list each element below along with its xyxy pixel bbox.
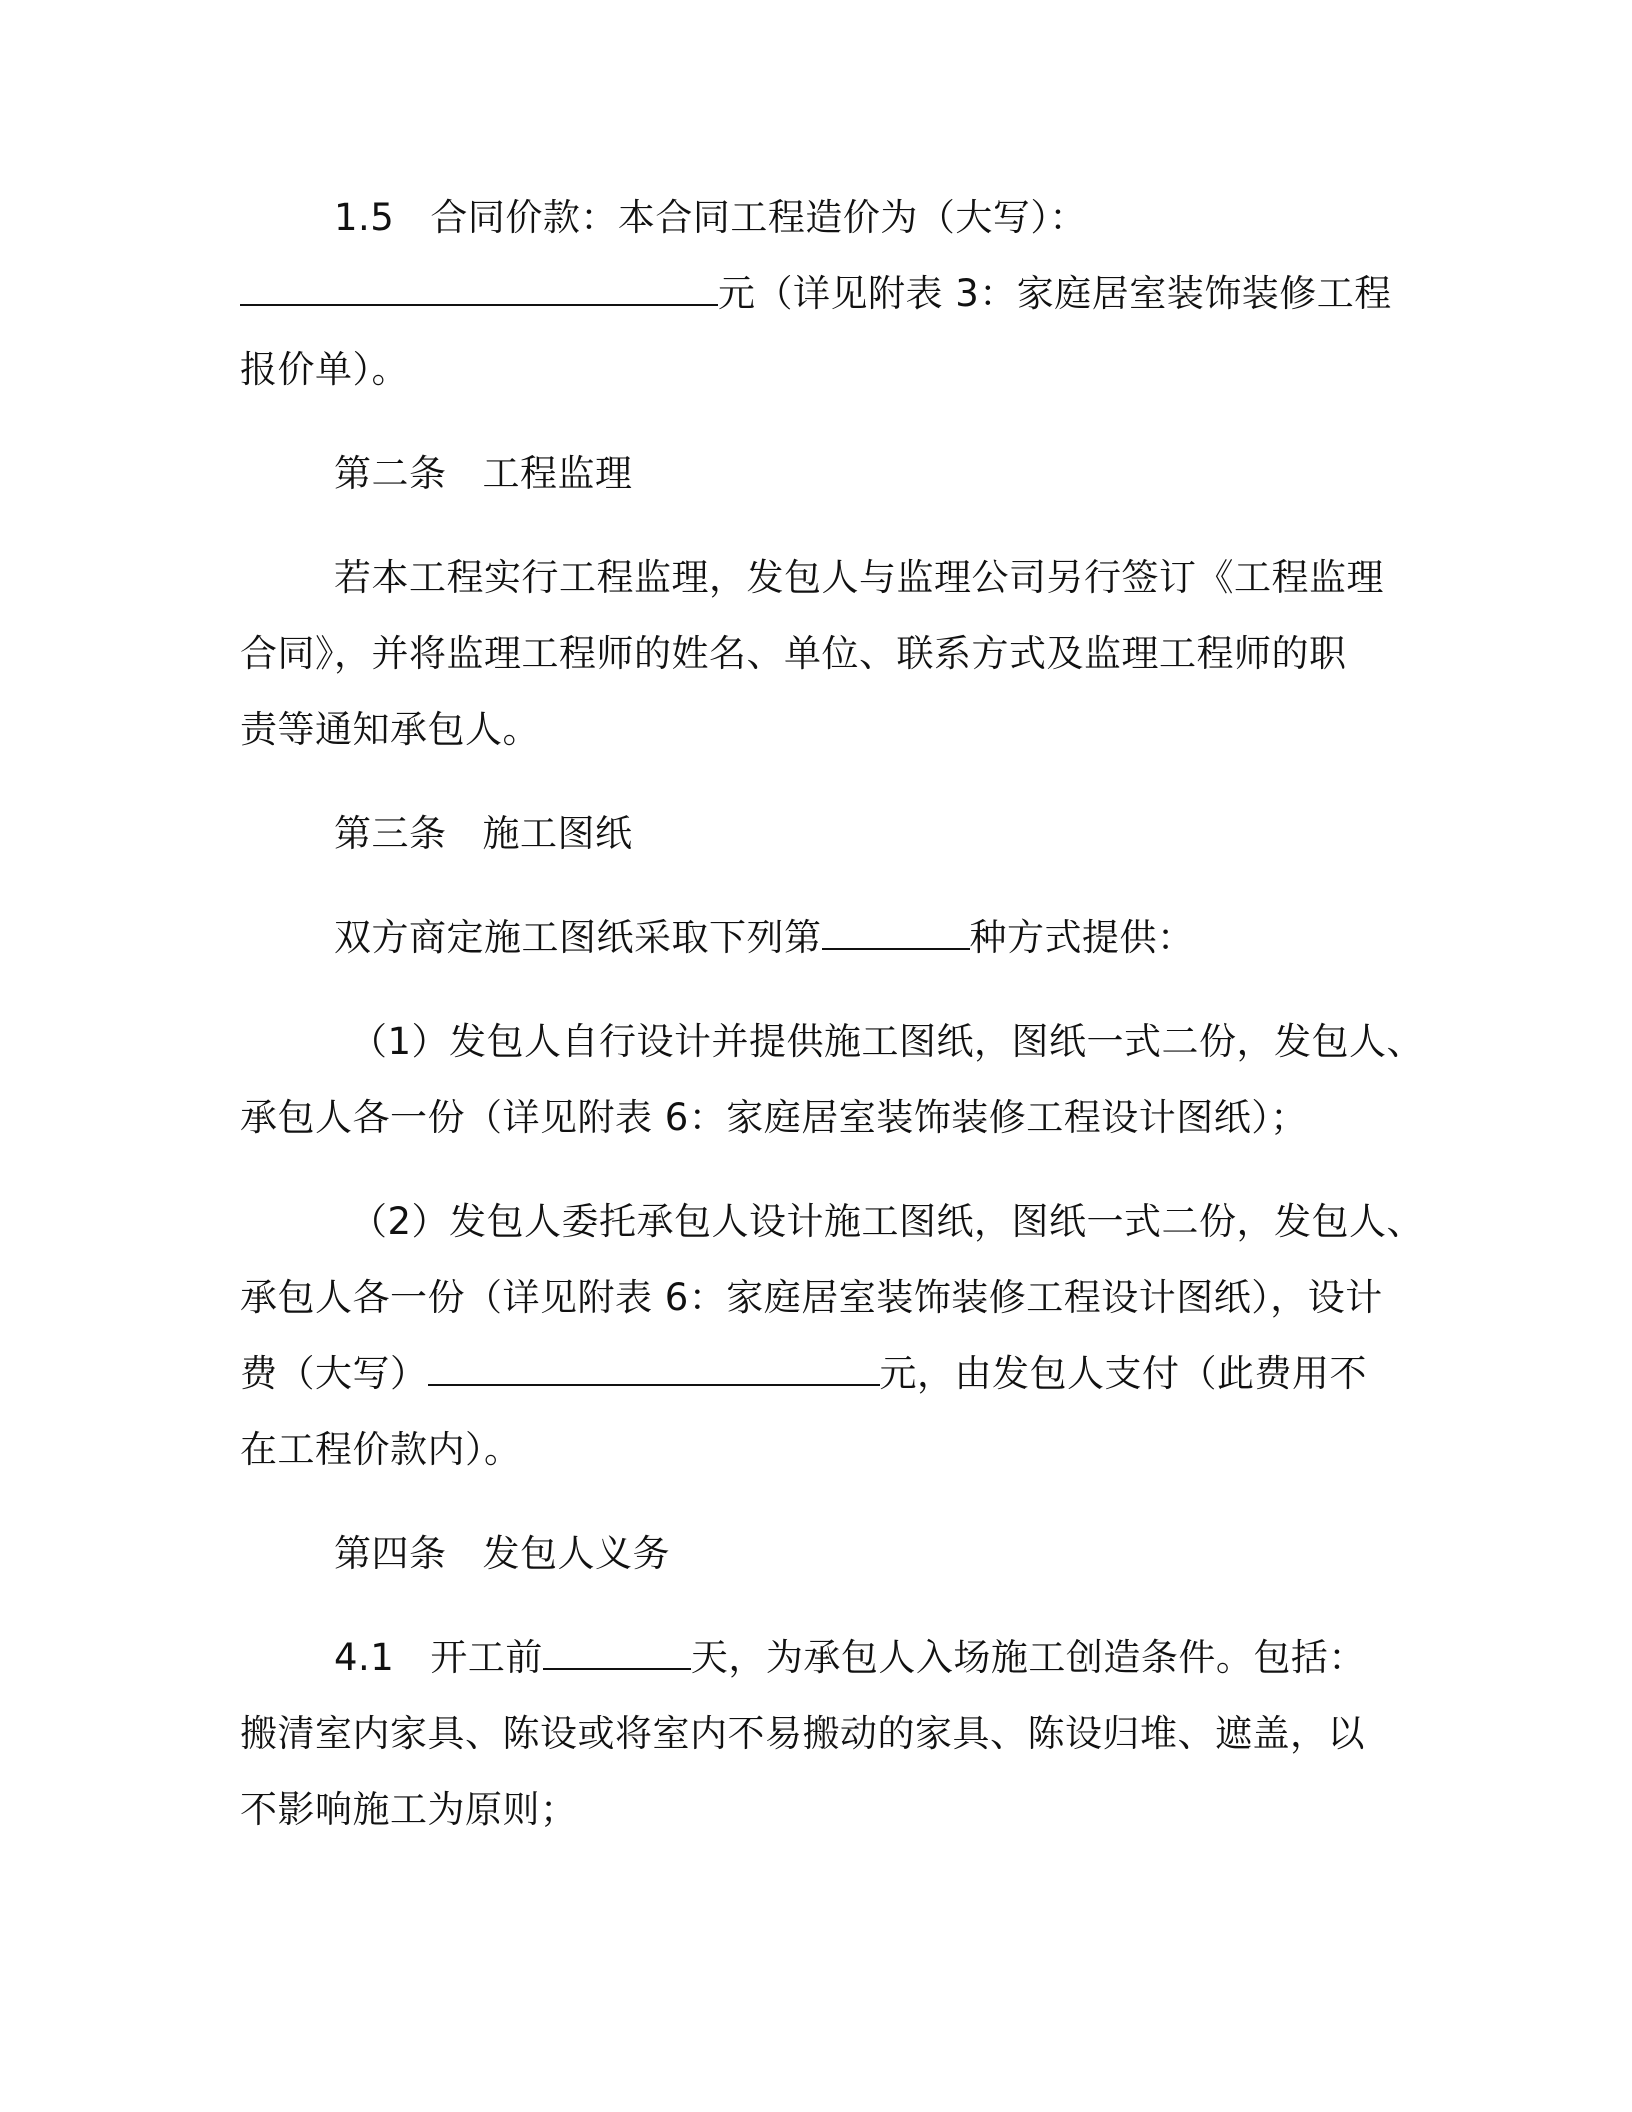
price-blank	[240, 274, 718, 306]
article-number: 第二条	[334, 452, 447, 495]
text-line: 搬清室内家具、陈设或将室内不易搬动的家具、陈设归堆、遮盖，以	[240, 1712, 1365, 1755]
paragraph-line	[240, 1788, 1390, 1832]
article-number: 第三条	[334, 812, 447, 855]
paragraph-line	[240, 708, 1390, 752]
clause-1-5	[334, 196, 1484, 240]
price-line	[240, 272, 1390, 316]
text-line: 若本工程实行工程监理，发包人与监理公司另行签订《工程监理	[334, 556, 1384, 599]
clause-number: 1.5	[334, 196, 395, 239]
article-number: 第四条	[334, 1532, 447, 1575]
clause-text: 合同价款：本合同工程造价为（大写）：	[430, 196, 1087, 239]
fee-blank	[428, 1354, 880, 1386]
option-2-line	[240, 1428, 1390, 1472]
text-segment: 双方商定施工图纸采取下列第	[334, 916, 822, 959]
paragraph-line	[334, 556, 1484, 600]
text-line: 承包人各一份（详见附表 6：家庭居室装饰装修工程设计图纸），设计	[240, 1276, 1383, 1319]
option-2-line	[240, 1276, 1390, 1320]
option-2-fee-line	[240, 1352, 1390, 1396]
text-line: 承包人各一份（详见附表 6：家庭居室装饰装修工程设计图纸）；	[240, 1096, 1308, 1139]
text-segment: 元，由发包人支付（此费用不	[879, 1352, 1367, 1395]
option-2-line	[350, 1200, 1500, 1244]
clause-4-1	[334, 1636, 1484, 1680]
text-line: （2）发包人委托承包人设计施工图纸，图纸一式二份，发包人、	[350, 1200, 1425, 1243]
text-line: 不影响施工为原则；	[240, 1788, 578, 1831]
option-1-line	[350, 1020, 1500, 1064]
price-suffix: 元（详见附表 3：家庭居室装饰装修工程	[718, 272, 1392, 315]
text-segment: 费（大写）	[240, 1352, 428, 1395]
paragraph-line	[240, 1712, 1390, 1756]
text-segment: 种方式提供：	[969, 916, 1195, 959]
text-segment: 天，为承包人入场施工创造条件。包括：	[690, 1636, 1366, 1679]
text-line: 合同》，并将监理工程师的姓名、单位、联系方式及监理工程师的职	[240, 632, 1347, 675]
article-2-heading	[334, 452, 1484, 496]
paragraph-line	[240, 632, 1390, 676]
article-title: 发包人义务	[482, 1532, 670, 1575]
article-4-heading	[334, 1532, 1484, 1576]
days-blank	[543, 1638, 691, 1670]
method-blank	[822, 918, 970, 950]
text-line: 报价单）。	[240, 348, 409, 391]
text-line: （1）发包人自行设计并提供施工图纸，图纸一式二份，发包人、	[350, 1020, 1425, 1063]
article-3-heading	[334, 812, 1484, 856]
text-line: 在工程价款内）。	[240, 1428, 522, 1471]
article-title: 工程监理	[482, 452, 633, 495]
clause-number: 4.1	[334, 1636, 395, 1679]
option-1-line	[240, 1096, 1390, 1140]
drawing-method-line	[334, 916, 1484, 960]
text-line: 责等通知承包人。	[240, 708, 540, 751]
article-title: 施工图纸	[482, 812, 633, 855]
text-segment: 开工前	[430, 1636, 543, 1679]
price-line-end	[240, 348, 1390, 392]
